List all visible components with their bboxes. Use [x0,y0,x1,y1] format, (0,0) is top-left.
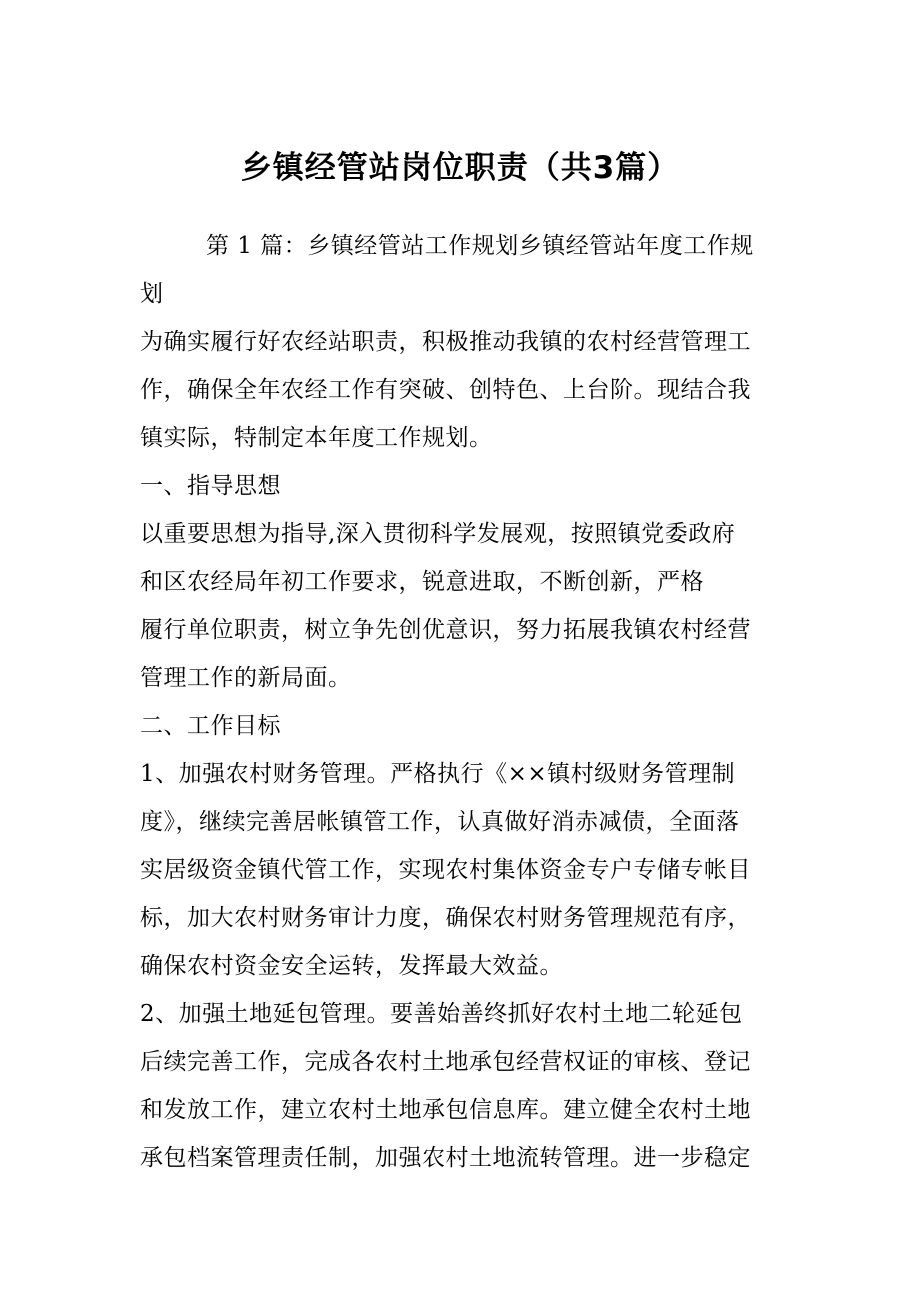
text-line: 和区农经局年初工作要求，锐意进取，不断创新，严格 [140,569,704,595]
text-line: 后续完善工作，完成各农村土地承包经营权证的审核、登记 [140,1049,751,1075]
text-line: 以重要思想为指导,深入贯彻科学发展观，按照镇党委政府 [140,521,736,547]
text-line: 为确实履行好农经站职责，积极推动我镇的农村经营管理工 [140,329,751,355]
section-heading-line: 第 1 篇：乡镇经管站工作规划乡镇经管站年度工作规 [206,233,754,259]
text-line: 管理工作的新局面。 [140,665,352,691]
text-line: 镇实际，特制定本年度工作规划。 [140,425,493,451]
text-line: 作，确保全年农经工作有突破、创特色、上台阶。现结合我 [140,377,751,403]
text-line: 标，加大农村财务审计力度，确保农村财务管理规范有序， [140,905,751,931]
text-line: 度》，继续完善居帐镇管工作，认真做好消赤减债，全面落 [140,809,740,835]
document-body [140,222,790,1182]
document-title: 乡镇经管站岗位职责（共3篇） [240,150,680,186]
text-line: 和发放工作，建立农村土地承包信息库。建立健全农村土地 [140,1097,751,1123]
section-heading-guiding-thought: 一、指导思想 [140,473,281,499]
text-line: 划 [140,281,164,307]
text-line: 2、加强土地延包管理。要善始善终抓好农村土地二轮延包 [140,1001,743,1027]
text-line: 承包档案管理责任制，加强农村土地流转管理。进一步稳定 [140,1145,751,1171]
section-heading-work-goals: 二、工作目标 [140,713,281,739]
text-line: 履行单位职责，树立争先创优意识，努力拓展我镇农村经营 [140,617,751,643]
text-line: 实居级资金镇代管工作，实现农村集体资金专户专储专帐目 [140,857,751,883]
text-line: 确保农村资金安全运转，发挥最大效益。 [140,953,563,979]
text-line: 1、加强农村财务管理。严格执行《××镇村级财务管理制 [140,761,736,787]
